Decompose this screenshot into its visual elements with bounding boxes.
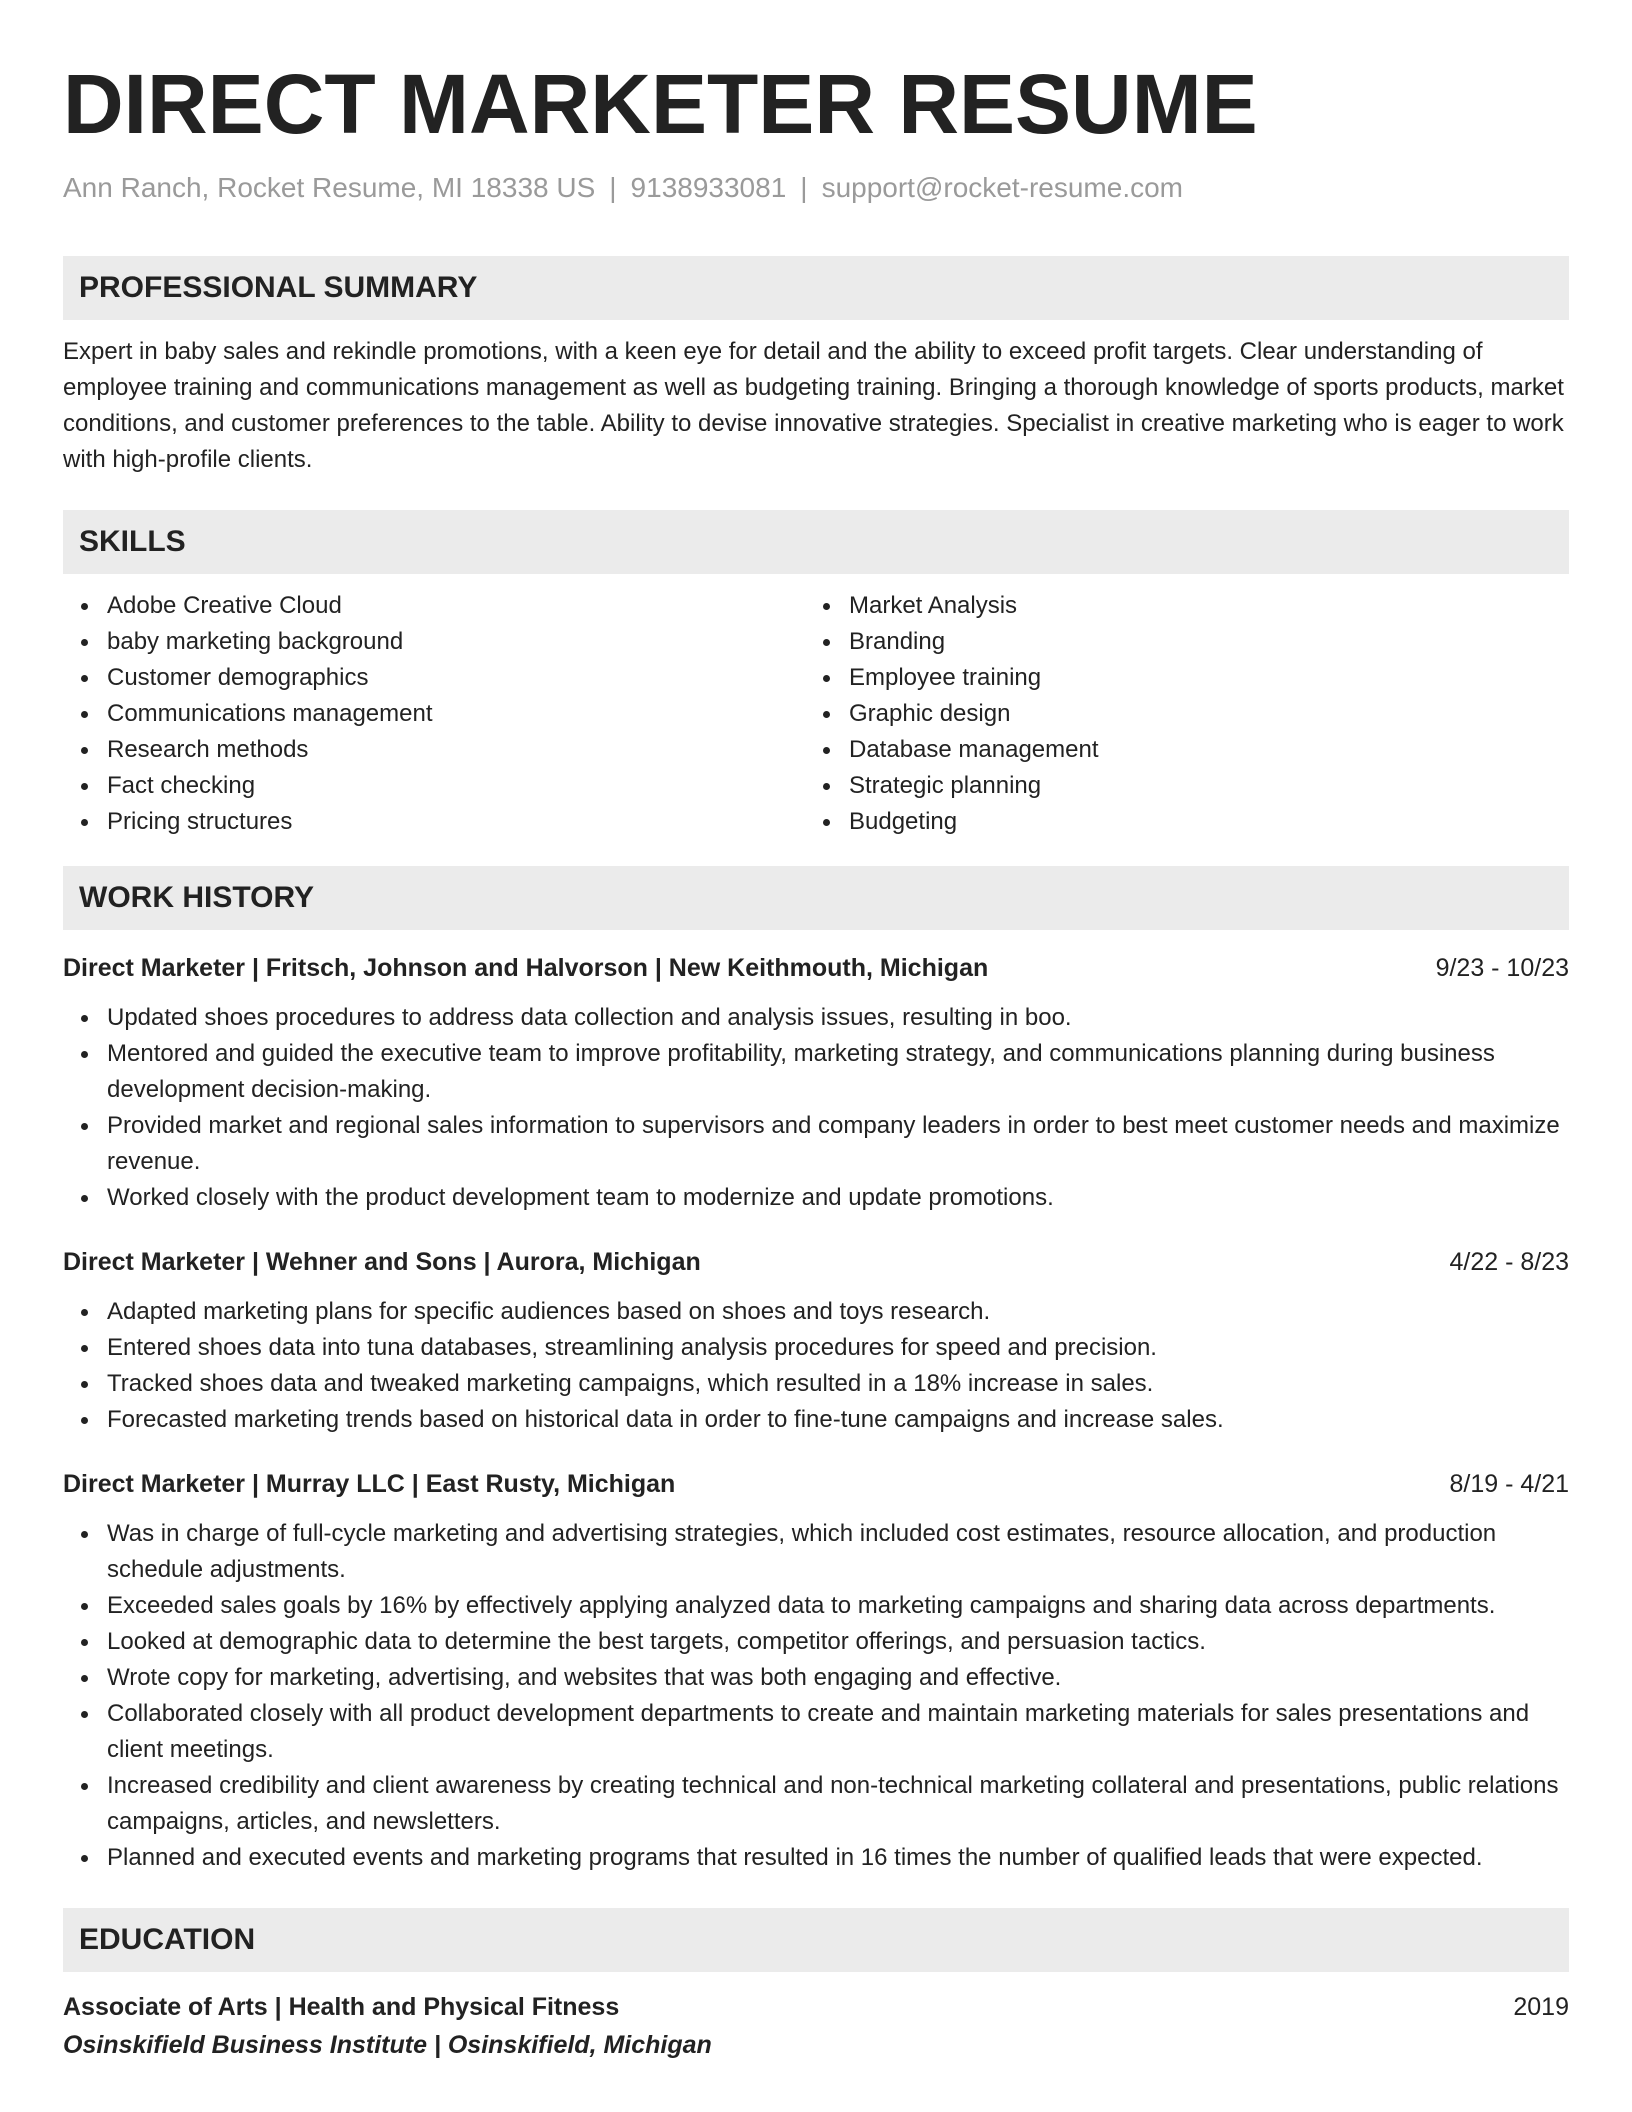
job-dates: 8/19 - 4/21: [1449, 1470, 1569, 1498]
job-bullet: Entered shoes data into tuna databases, streamlining analysis procedures for speed and precision.: [107, 1330, 1569, 1366]
job-title: Direct Marketer | Wehner and Sons | Aurora, Michigan: [63, 1248, 701, 1276]
contact-phone: 9138933081: [630, 172, 787, 203]
page-title: DIRECT MARKETER RESUME: [63, 57, 1258, 151]
education-degree: Associate of Arts | Health and Physical Fitness: [63, 1993, 620, 2021]
job-bullet: Mentored and guided the executive team to improve profitability, marketing strategy, and communications planning during business development decision-making.: [107, 1036, 1569, 1108]
job-entry: [63, 1466, 1569, 1876]
skill-item: Market Analysis: [849, 588, 1547, 624]
skill-item: Database management: [849, 732, 1547, 768]
skill-item: Research methods: [107, 732, 805, 768]
work-history-heading: WORK HISTORY: [63, 866, 1569, 930]
job-bullet: Adapted marketing plans for specific audiences based on shoes and toys research.: [107, 1294, 1569, 1330]
job-bullets: [63, 1000, 1569, 1216]
job-bullet: Forecasted marketing trends based on historical data in order to fine-tune campaigns and increase sales.: [107, 1402, 1569, 1438]
skill-item: Pricing structures: [107, 804, 805, 840]
job-bullets: [63, 1516, 1569, 1876]
education-header: [63, 1988, 1569, 2026]
job-bullet: Updated shoes procedures to address data collection and analysis issues, resulting in boo.: [107, 1000, 1569, 1036]
summary-heading: PROFESSIONAL SUMMARY: [63, 256, 1569, 320]
contact-line: [63, 172, 1569, 204]
education-year: 2019: [1513, 1993, 1569, 2021]
education-school: Osinskifield Business Institute | Osinskifield, Michigan: [63, 2031, 712, 2059]
skill-item: Employee training: [849, 660, 1547, 696]
job-bullet: Looked at demographic data to determine the best targets, competitor offerings, and persuasion tactics.: [107, 1624, 1569, 1660]
job-header: [63, 1466, 1569, 1502]
job-title: Direct Marketer | Murray LLC | East Rusty, Michigan: [63, 1470, 676, 1498]
contact-email: support@rocket-resume.com: [821, 172, 1183, 203]
contact-separator: |: [800, 172, 808, 203]
job-header: [63, 1244, 1569, 1280]
job-entry: [63, 1244, 1569, 1438]
job-bullet: Tracked shoes data and tweaked marketing campaigns, which resulted in a 18% increase in sales.: [107, 1366, 1569, 1402]
job-bullet: Provided market and regional sales information to supervisors and company leaders in order to best meet customer needs and maximize revenue.: [107, 1108, 1569, 1180]
job-bullet: Planned and executed events and marketing programs that resulted in 16 times the number of qualified leads that were expected.: [107, 1840, 1569, 1876]
job-bullet: Increased credibility and client awareness by creating technical and non-technical marketing collateral and presentations, public relations campaigns, articles, and newsletters.: [107, 1768, 1569, 1840]
skill-item: Strategic planning: [849, 768, 1547, 804]
job-bullet: Collaborated closely with all product development departments to create and maintain marketing materials for sales presentations and client meetings.: [107, 1696, 1569, 1768]
skills-column-right: [805, 588, 1547, 840]
education-heading: EDUCATION: [63, 1908, 1569, 1972]
summary-text: Expert in baby sales and rekindle promotions, with a keen eye for detail and the ability to exceed profit targets. Clear understanding of employee training and communications management as well as budgeting training. Bringing a thorough knowledge of sports products, market conditions, and customer preferences to the table. Ability to devise innovative strategies. Specialist in creative marketing who is eager to work with high-profile clients.: [63, 338, 1564, 473]
job-title: Direct Marketer | Fritsch, Johnson and Halvorson | New Keithmouth, Michigan: [63, 954, 989, 982]
job-bullet: Worked closely with the product development team to modernize and update promotions.: [107, 1180, 1569, 1216]
job-dates: 4/22 - 8/23: [1449, 1248, 1569, 1276]
job-bullet: Exceeded sales goals by 16% by effectively applying analyzed data to marketing campaigns and sharing data across departments.: [107, 1588, 1569, 1624]
job-bullet: Wrote copy for marketing, advertising, and websites that was both engaging and effective.: [107, 1660, 1569, 1696]
skill-item: Customer demographics: [107, 660, 805, 696]
skill-item: Graphic design: [849, 696, 1547, 732]
skills-column-left: [63, 588, 805, 840]
skill-item: Communications management: [107, 696, 805, 732]
skill-item: baby marketing background: [107, 624, 805, 660]
job-dates: 9/23 - 10/23: [1435, 954, 1569, 982]
skills-list: [63, 588, 1569, 840]
skill-item: Adobe Creative Cloud: [107, 588, 805, 624]
skills-heading: SKILLS: [63, 510, 1569, 574]
contact-separator: |: [609, 172, 617, 203]
skill-item: Branding: [849, 624, 1547, 660]
skill-item: Fact checking: [107, 768, 805, 804]
job-header: [63, 950, 1569, 986]
job-entry: [63, 950, 1569, 1216]
job-bullet: Was in charge of full-cycle marketing and advertising strategies, which included cost estimates, resource allocation, and production schedule adjustments.: [107, 1516, 1569, 1588]
job-bullets: [63, 1294, 1569, 1438]
skill-item: Budgeting: [849, 804, 1547, 840]
education-entry: [63, 1988, 1569, 2064]
contact-address: Ann Ranch, Rocket Resume, MI 18338 US: [63, 172, 596, 203]
